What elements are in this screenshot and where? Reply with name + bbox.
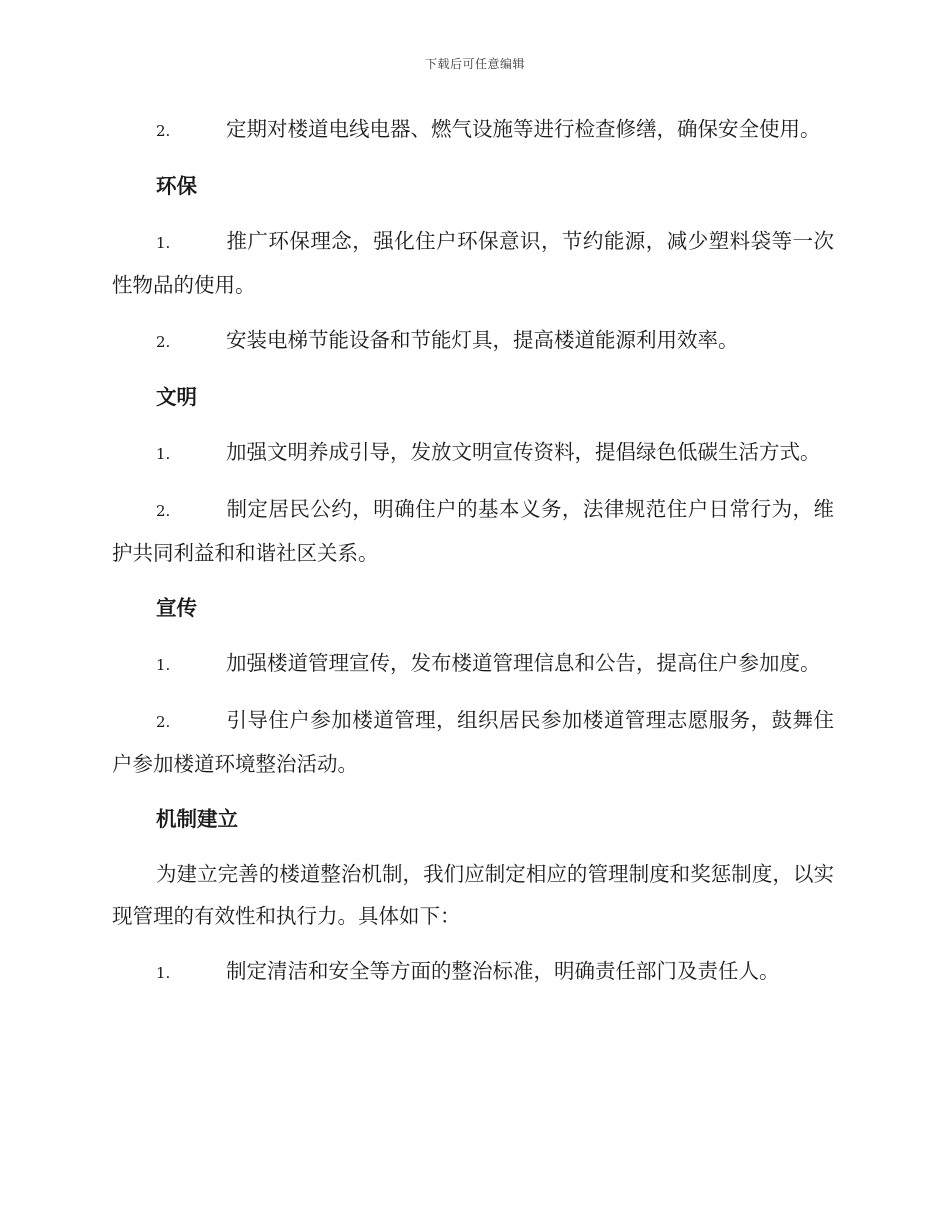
list-number: 2. — [156, 333, 171, 351]
list-item — [112, 431, 834, 475]
section-heading: 机制建立 — [156, 807, 238, 831]
list-item — [112, 642, 834, 686]
list-number: 1. — [156, 234, 171, 252]
list-number: 2. — [156, 713, 171, 731]
list-item — [112, 319, 834, 363]
list-item — [112, 220, 834, 306]
list-item — [112, 488, 834, 574]
list-text: 制定居民公约，明确住户的基本义务，法律规范住户日常行为，维护共同利益和和谐社区关系。 — [112, 497, 834, 565]
intro-paragraph: 为建立完善的楼道整治机制，我们应制定相应的管理制度和奖惩制度，以实现管理的有效性和执行力。具体如下： — [112, 862, 834, 928]
page-header: 下载后可任意编辑 — [424, 57, 525, 71]
list-text: 制定清洁和安全等方面的整治标准，明确责任部门及责任人。 — [226, 959, 780, 983]
section-heading: 文明 — [156, 385, 197, 409]
list-number: 2. — [156, 502, 171, 520]
list-text: 引导住户参加楼道管理，组织居民参加楼道管理志愿服务，鼓舞住户参加楼道环境整治活动。 — [112, 708, 834, 776]
list-text: 推广环保理念，强化住户环保意识，节约能源，减少塑料袋等一次性物品的使用。 — [112, 229, 834, 297]
list-item — [112, 108, 834, 152]
list-item — [112, 699, 834, 785]
section-heading: 宣传 — [156, 596, 197, 620]
list-number: 2. — [156, 122, 171, 140]
list-number: 1. — [156, 445, 171, 463]
list-item — [112, 950, 834, 994]
section-heading: 环保 — [156, 174, 197, 198]
list-text: 加强文明养成引导，发放文明宣传资料，提倡绿色低碳生活方式。 — [226, 440, 821, 464]
document-body — [112, 108, 834, 1007]
list-text: 加强楼道管理宣传，发布楼道管理信息和公告，提高住户参加度。 — [226, 651, 821, 675]
list-text: 定期对楼道电线电器、燃气设施等进行检查修缮，确保安全使用。 — [226, 117, 821, 141]
list-number: 1. — [156, 656, 171, 674]
list-number: 1. — [156, 964, 171, 982]
list-text: 安装电梯节能设备和节能灯具，提高楼道能源利用效率。 — [226, 328, 739, 352]
